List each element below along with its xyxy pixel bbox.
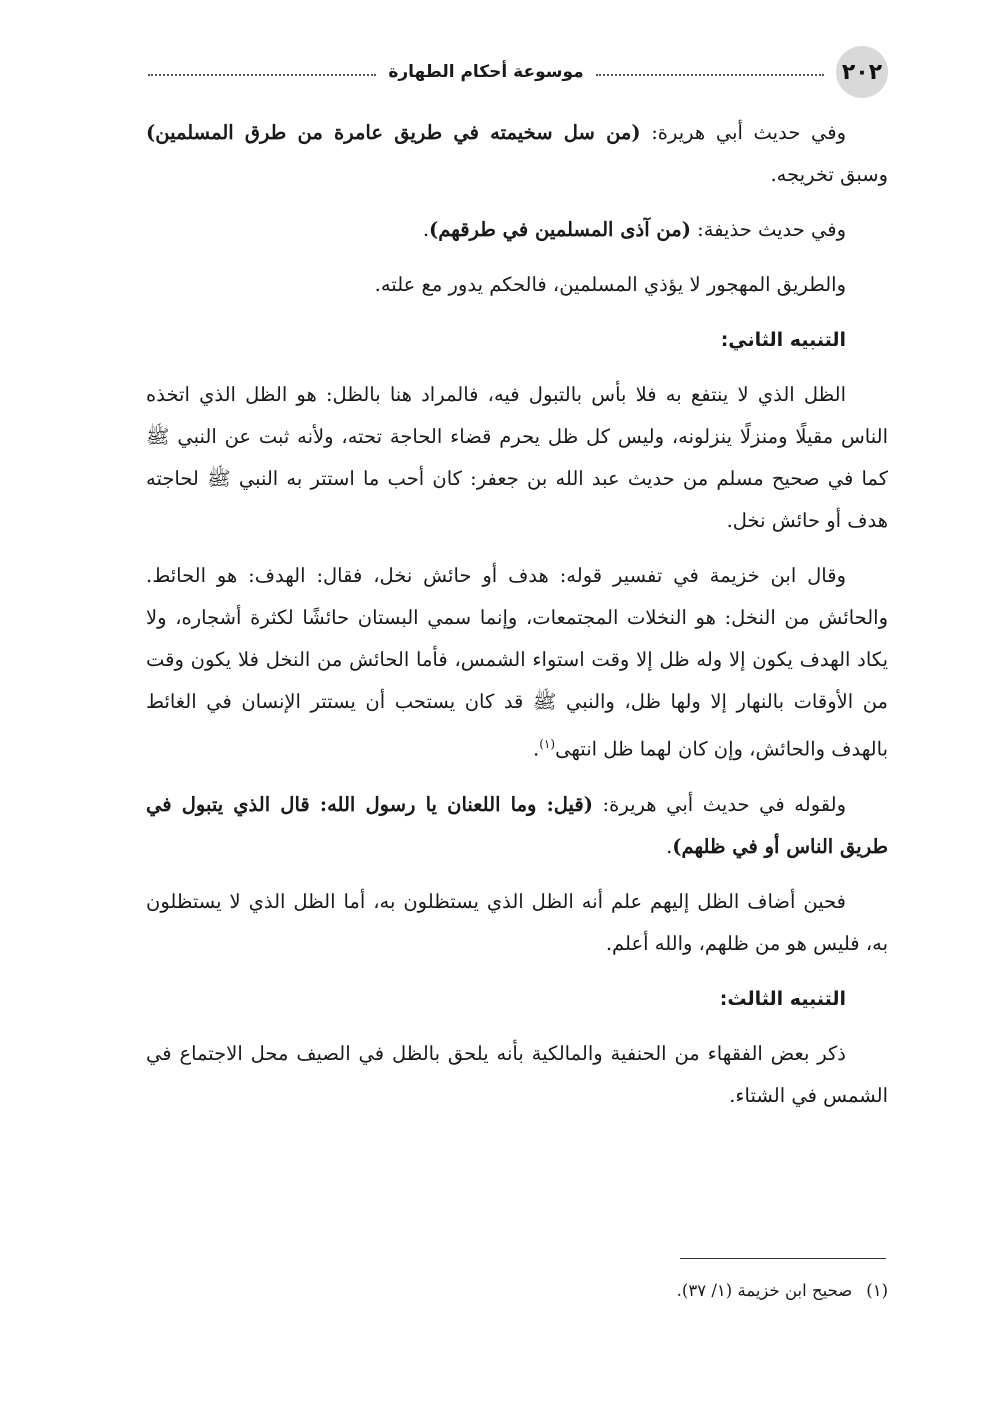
p5-text: وقال ابن خزيمة في تفسير قوله: هدف أو حائش نخل، فقال: الهدف: هو الحائط. والحائش من النخل: هو النخلات المجتمعات، وإنما سمي البستان حائشًا لكثرة أشجاره، ولا يكاد الهدف يكون إلا وله ظل إلا وقت استواء الشمس، فأما الحائش من النخل فلا يكون وقت من الأوقات بالنهار إلا ولها ظل، والنبي ﷺ قد كان يستحب أن يستتر الإنسان في الغائط بالهدف والحائش، وإن كان لهما ظل انتهى — [146, 564, 888, 761]
p2-text: وفي حديث حذيفة: — [690, 218, 846, 241]
main-text — [146, 112, 888, 1130]
p6-text: ولقوله في حديث أبي هريرة: — [592, 792, 846, 816]
p1-text: وفي حديث أبي هريرة: — [640, 121, 846, 144]
header-dots-right — [596, 74, 824, 76]
page-number: ٢٠٢ — [836, 46, 888, 98]
footnote-ref[interactable]: (١) — [539, 737, 556, 751]
heading-third-note: التنبيه الثالث: — [719, 987, 846, 1010]
p2-tail: . — [422, 218, 430, 241]
heading-second-note: التنبيه الثاني: — [720, 329, 846, 351]
header-dots-left — [148, 74, 376, 76]
p1-tail: وسبق تخريجه. — [770, 163, 888, 186]
paragraph-7: فحين أضاف الظل إليهم علم أنه الظل الذي يستظلون به، أما الظل الذي لا يستظلون به، فليس هو من ظلهم، والله أعلم. — [146, 889, 888, 955]
footnote-text: صحيح ابن خزيمة (١/ ٣٧). — [676, 1281, 853, 1300]
paragraph-2 — [146, 209, 888, 251]
footnote-divider — [680, 1258, 886, 1259]
paragraph-3: والطريق المهجور لا يؤذي المسلمين، فالحكم يدور مع علته. — [374, 273, 846, 296]
p5-end: . — [533, 737, 540, 761]
running-header — [148, 58, 824, 86]
p2-quote: (من آذى المسلمين في طرقهم) — [429, 218, 691, 241]
footnote — [146, 1276, 888, 1306]
paragraph-6 — [146, 784, 888, 868]
book-title: موسوعة أحكام الطهارة — [388, 62, 584, 82]
paragraph-4: الظل الذي لا ينتفع به فلا بأس بالتبول فيه، فالمراد هنا بالظل: هو الظل الذي اتخذه الناس مقيلًا ومنزلًا ينزلونه، وليس كل ظل يحرم قضاء الحاجة تحته، ولأنه ثبت عن النبي ﷺ كما في صحيح مسلم من حديث عبد الله بن جعفر: كان أحب ما استتر به النبي ﷺ لحاجته هدف أو حائش نخل. — [146, 383, 888, 532]
paragraph-5 — [146, 555, 888, 771]
paragraph-1 — [146, 112, 888, 196]
p1-quote: (من سل سخيمته في طريق عامرة من طرق المسلمين) — [146, 121, 641, 144]
p6-tail: . — [666, 834, 673, 858]
footnote-number: (١) — [866, 1281, 888, 1300]
p6-quote: (قيل: وما اللعنان يا رسول الله: قال الذي يتبول في طريق الناس أو في ظلهم) — [146, 792, 888, 858]
paragraph-8: ذكر بعض الفقهاء من الحنفية والمالكية بأنه يلحق بالظل في الصيف محل الاجتماع في الشمس في الشتاء. — [146, 1041, 888, 1107]
